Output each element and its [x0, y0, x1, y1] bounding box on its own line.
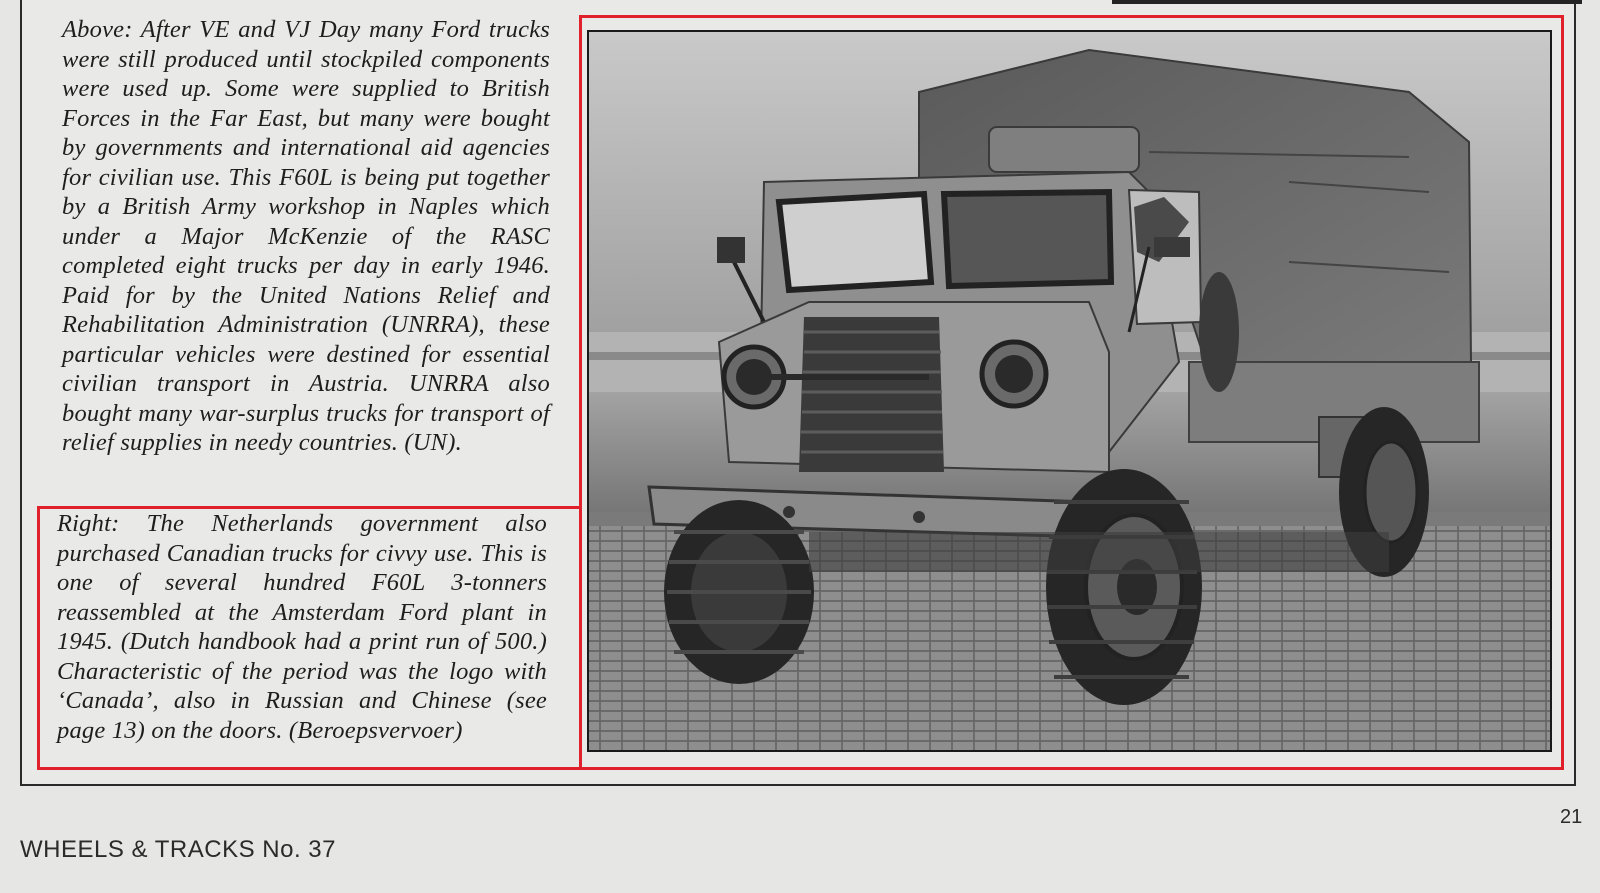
page-number: 21 — [1560, 806, 1583, 828]
truck-photo — [587, 30, 1552, 752]
truck-photo-illustration — [589, 32, 1550, 750]
magazine-title: WHEELS & TRACKS No. 37 — [20, 836, 336, 863]
previous-photo-edge — [1112, 0, 1582, 4]
caption-above: Above: After VE and VJ Day many Ford trucks were still produced until stockpiled components were used up. Some were supplied to British Forces in the Far East, but many were bought by governments and international aid agencies for civilian use. This F60L is being put together by a British Army workshop in Naples which under a Major McKenzie of the RASC completed eight trucks per day in early 1946. Paid for by the United Nations Relief and Rehabilitation Administration (UNRRA), these particular vehicles were destined for essential civilian transport in Austria. UNRRA also bought many war-surplus trucks for transport of relief supplies in needy countries. (UN). — [62, 16, 550, 456]
caption-right: Right: The Netherlands government also purchased Canadian trucks for civvy use. This is one of several hundred F60L 3-tonners reassembled at the Amsterdam Ford plant in 1945. (Dutch handbook had a print run of 500.) Characteristic of the period was the logo with ‘Canada’, also in Russian and Chinese (see page 13) on the doors. (Beroepsvervoer) — [57, 510, 547, 744]
